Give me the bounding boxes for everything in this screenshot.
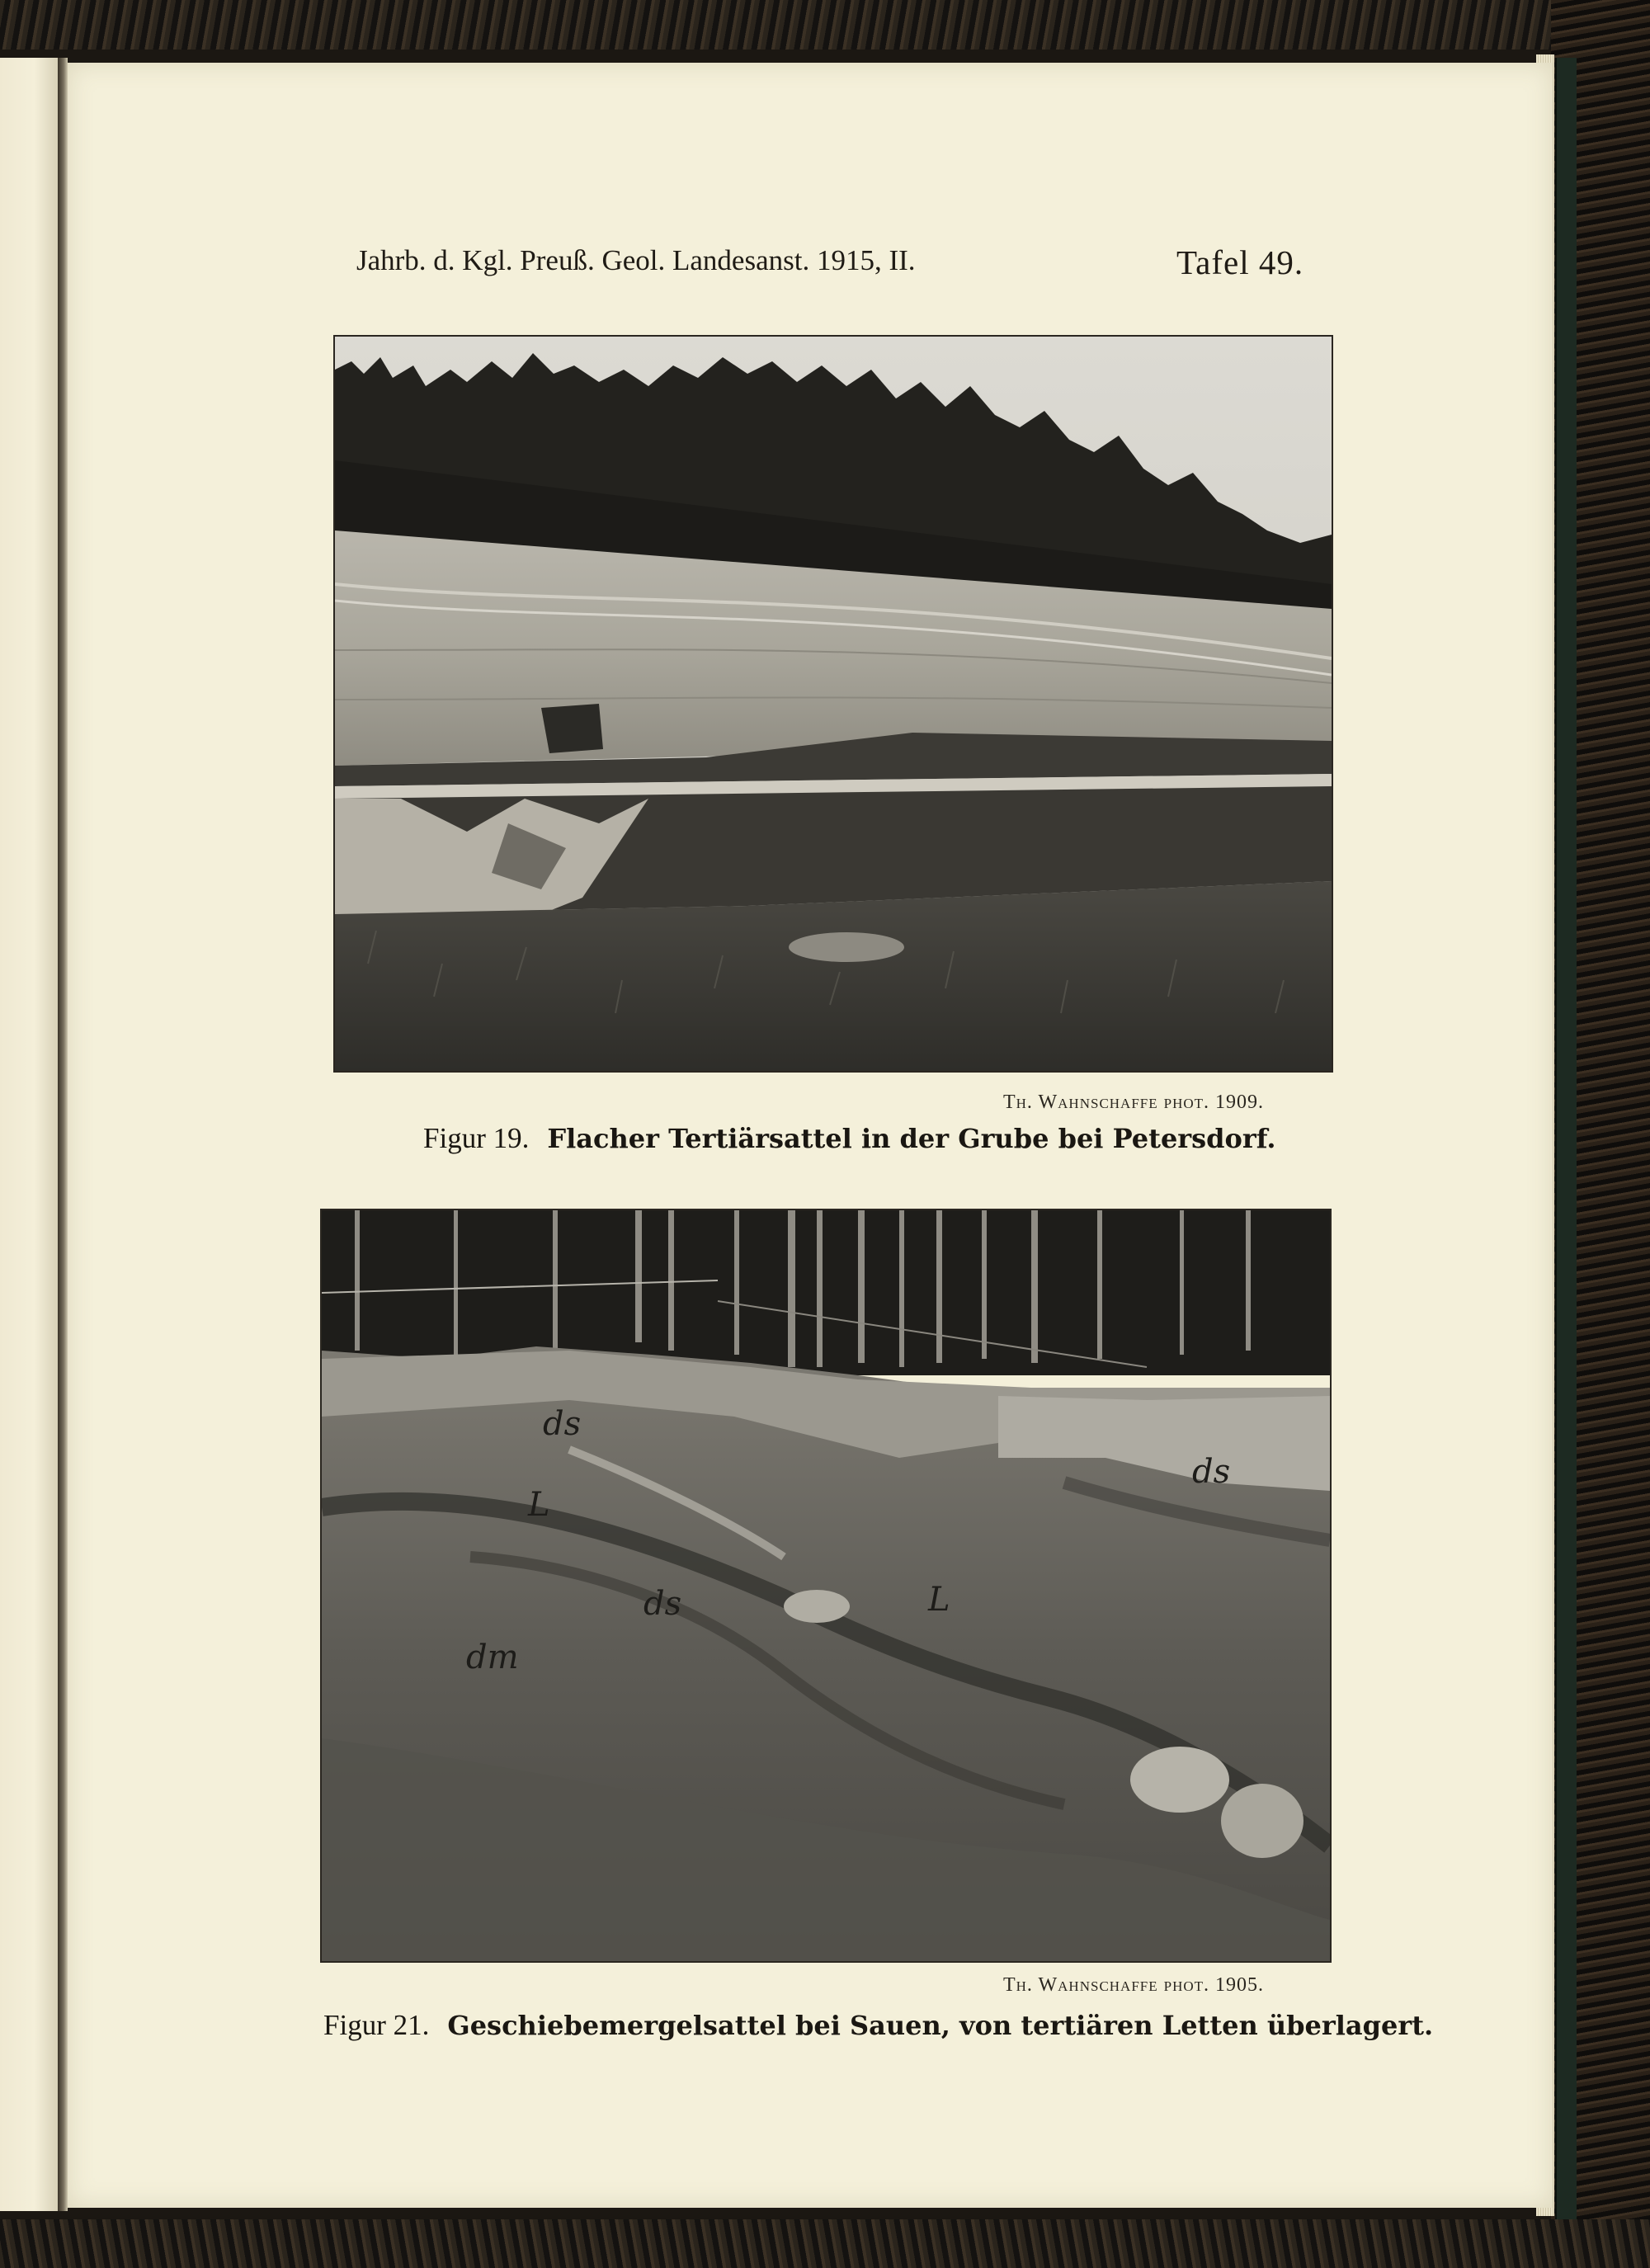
annotation-dm: dm xyxy=(466,1639,519,1676)
annotation-l-right: L xyxy=(928,1581,950,1619)
figure-21-title: Geschiebemergelsattel bei Sauen, von tertiären Letten überlagert. xyxy=(447,2010,1434,2041)
figure-19-label: Figur 19. xyxy=(423,1122,530,1154)
book-cover-top-edge xyxy=(0,0,1650,50)
figure-21-photograph xyxy=(320,1209,1332,1963)
figure-21-label: Figur 21. xyxy=(323,2009,430,2041)
figure-21-photo-credit: Th. Wahnschaffe phot. 1905. xyxy=(1003,1974,1265,1996)
plate-number: Tafel 49. xyxy=(1176,243,1304,281)
annotation-ds-upper: ds xyxy=(543,1405,582,1443)
book-cover-green-edge xyxy=(1555,58,1577,2219)
figure-19-caption xyxy=(423,1122,1276,1155)
annotation-ds-middle: ds xyxy=(644,1585,682,1623)
figure-19-photograph xyxy=(333,335,1333,1073)
book-gutter xyxy=(58,58,68,2211)
figure-21-caption xyxy=(323,2009,1433,2042)
annotation-l-upper: L xyxy=(528,1486,550,1524)
previous-page-sliver xyxy=(0,58,58,2211)
book-cover-bottom-edge xyxy=(0,2219,1650,2268)
journal-header: Jahrb. d. Kgl. Preuß. Geol. Landesanst. 1915, II. xyxy=(356,244,916,276)
figure-19-title: Flacher Tertiärsattel in der Grube bei Petersdorf. xyxy=(547,1123,1276,1154)
figure-19-photo-credit: Th. Wahnschaffe phot. 1909. xyxy=(1003,1092,1265,1113)
annotation-ds-right: ds xyxy=(1192,1453,1231,1491)
